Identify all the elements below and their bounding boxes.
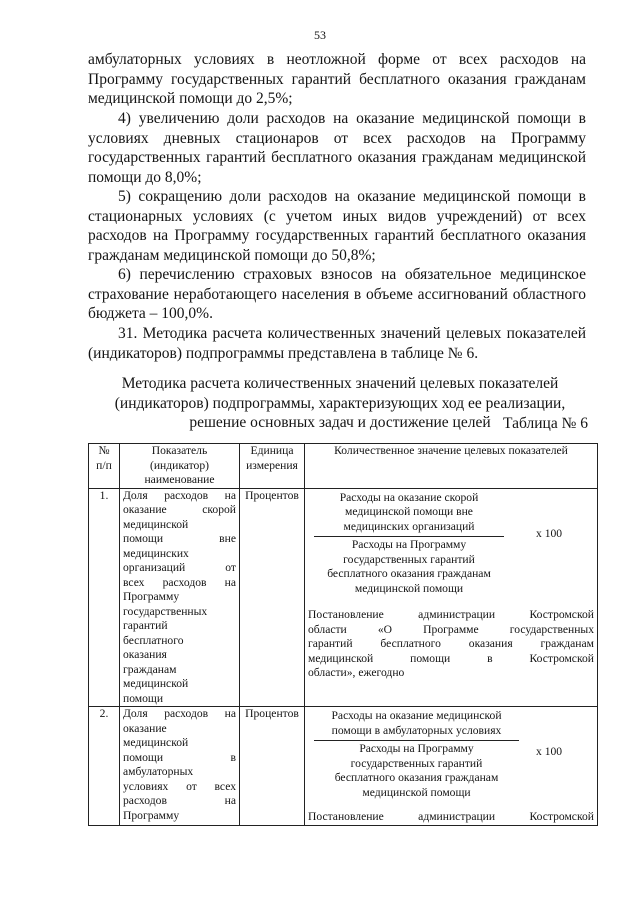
- row-unit: Процентов: [240, 488, 305, 707]
- table-row: [89, 488, 598, 707]
- formula: [314, 490, 563, 597]
- multiplier: х 100: [536, 526, 563, 540]
- paragraph-item-4: 4) увеличению доли расходов на оказание медицинской помощи в условиях дневных стационаров от всех расходов на Программу государственных гарантий бесплатного оказания гражданам медицинской помощи до 8,0%;: [88, 110, 586, 186]
- formula-numerator: Расходы на оказание скорой медицинской помощи вне медицинских организаций: [339, 490, 479, 533]
- multiplier: х 100: [536, 745, 563, 758]
- row-indicator: Доля расходов на оказание скорой медицинской помощи вне медицинских организаций от всех расходов на Программу государственных гарантий бесплатного оказания гражданам медицинской помощи: [120, 488, 240, 707]
- page-number: 53: [314, 28, 326, 42]
- row-value: [305, 488, 598, 707]
- row-num: 1.: [89, 488, 120, 707]
- row-indicator: Доля расходов на оказание медицинской помощи в амбулаторных условиях от всех расходов на Программу: [120, 707, 240, 826]
- data-source: Постановление администрации Костромской: [308, 810, 594, 823]
- indicators-table: [88, 443, 598, 826]
- formula-numerator: Расходы на оказание медицинской помощи в амбулаторных условиях: [331, 709, 502, 737]
- row-num: 2.: [89, 707, 120, 826]
- table-header-row: [89, 444, 598, 489]
- table-title: Методика расчета количественных значений целевых показателей (индикаторов) подпрограммы, характеризующих ход ее реализации, решение основных задач и достижение целей: [114, 375, 566, 431]
- table-row: [89, 707, 598, 826]
- header-value: Количественное значение целевых показателей: [305, 444, 598, 489]
- row-value: [305, 707, 598, 826]
- formula: [314, 709, 563, 800]
- paragraph-item-5: 5) сокращению доли расходов на оказание медицинской помощи в стационарных условиях (с учетом иных видов учреждений) от всех расходов на Программу государственных гарантий бесплатного оказания гражданам медицинской помощи до 50,8%;: [88, 188, 586, 264]
- paragraph-continuation: амбулаторных условиях в неотложной форме от всех расходов на Программу государственных гарантий бесплатного оказания гражданам медицинской помощи до 2,5%;: [88, 51, 586, 107]
- formula-denominator: Расходы на Программу государственных гарантий бесплатного оказания гражданам медицинской помощи: [334, 742, 499, 799]
- paragraph-item-6: 6) перечислению страховых взносов на обязательное медицинское страхование неработающего населения в объеме ассигнований областного бюджета – 100,0%.: [88, 266, 586, 322]
- header-num: № п/п: [89, 444, 120, 489]
- row-unit: Процентов: [240, 707, 305, 826]
- header-unit: Единица измерения: [240, 444, 305, 489]
- header-indicator: Показатель (индикатор) наименование: [120, 444, 240, 489]
- data-source: Постановление администрации Костромской области «О Программе государственных гарантий бесплатного оказания гражданам медицинской помощи в Костромской области», ежегодно: [308, 608, 594, 679]
- table-label: Таблица № 6: [503, 415, 588, 432]
- formula-denominator: Расходы на Программу государственных гарантий бесплатного оказания гражданам медицинской помощи: [327, 538, 491, 595]
- paragraph-31: 31. Методика расчета количественных значений целевых показателей (индикаторов) подпрограммы представлена в таблице № 6.: [88, 325, 586, 362]
